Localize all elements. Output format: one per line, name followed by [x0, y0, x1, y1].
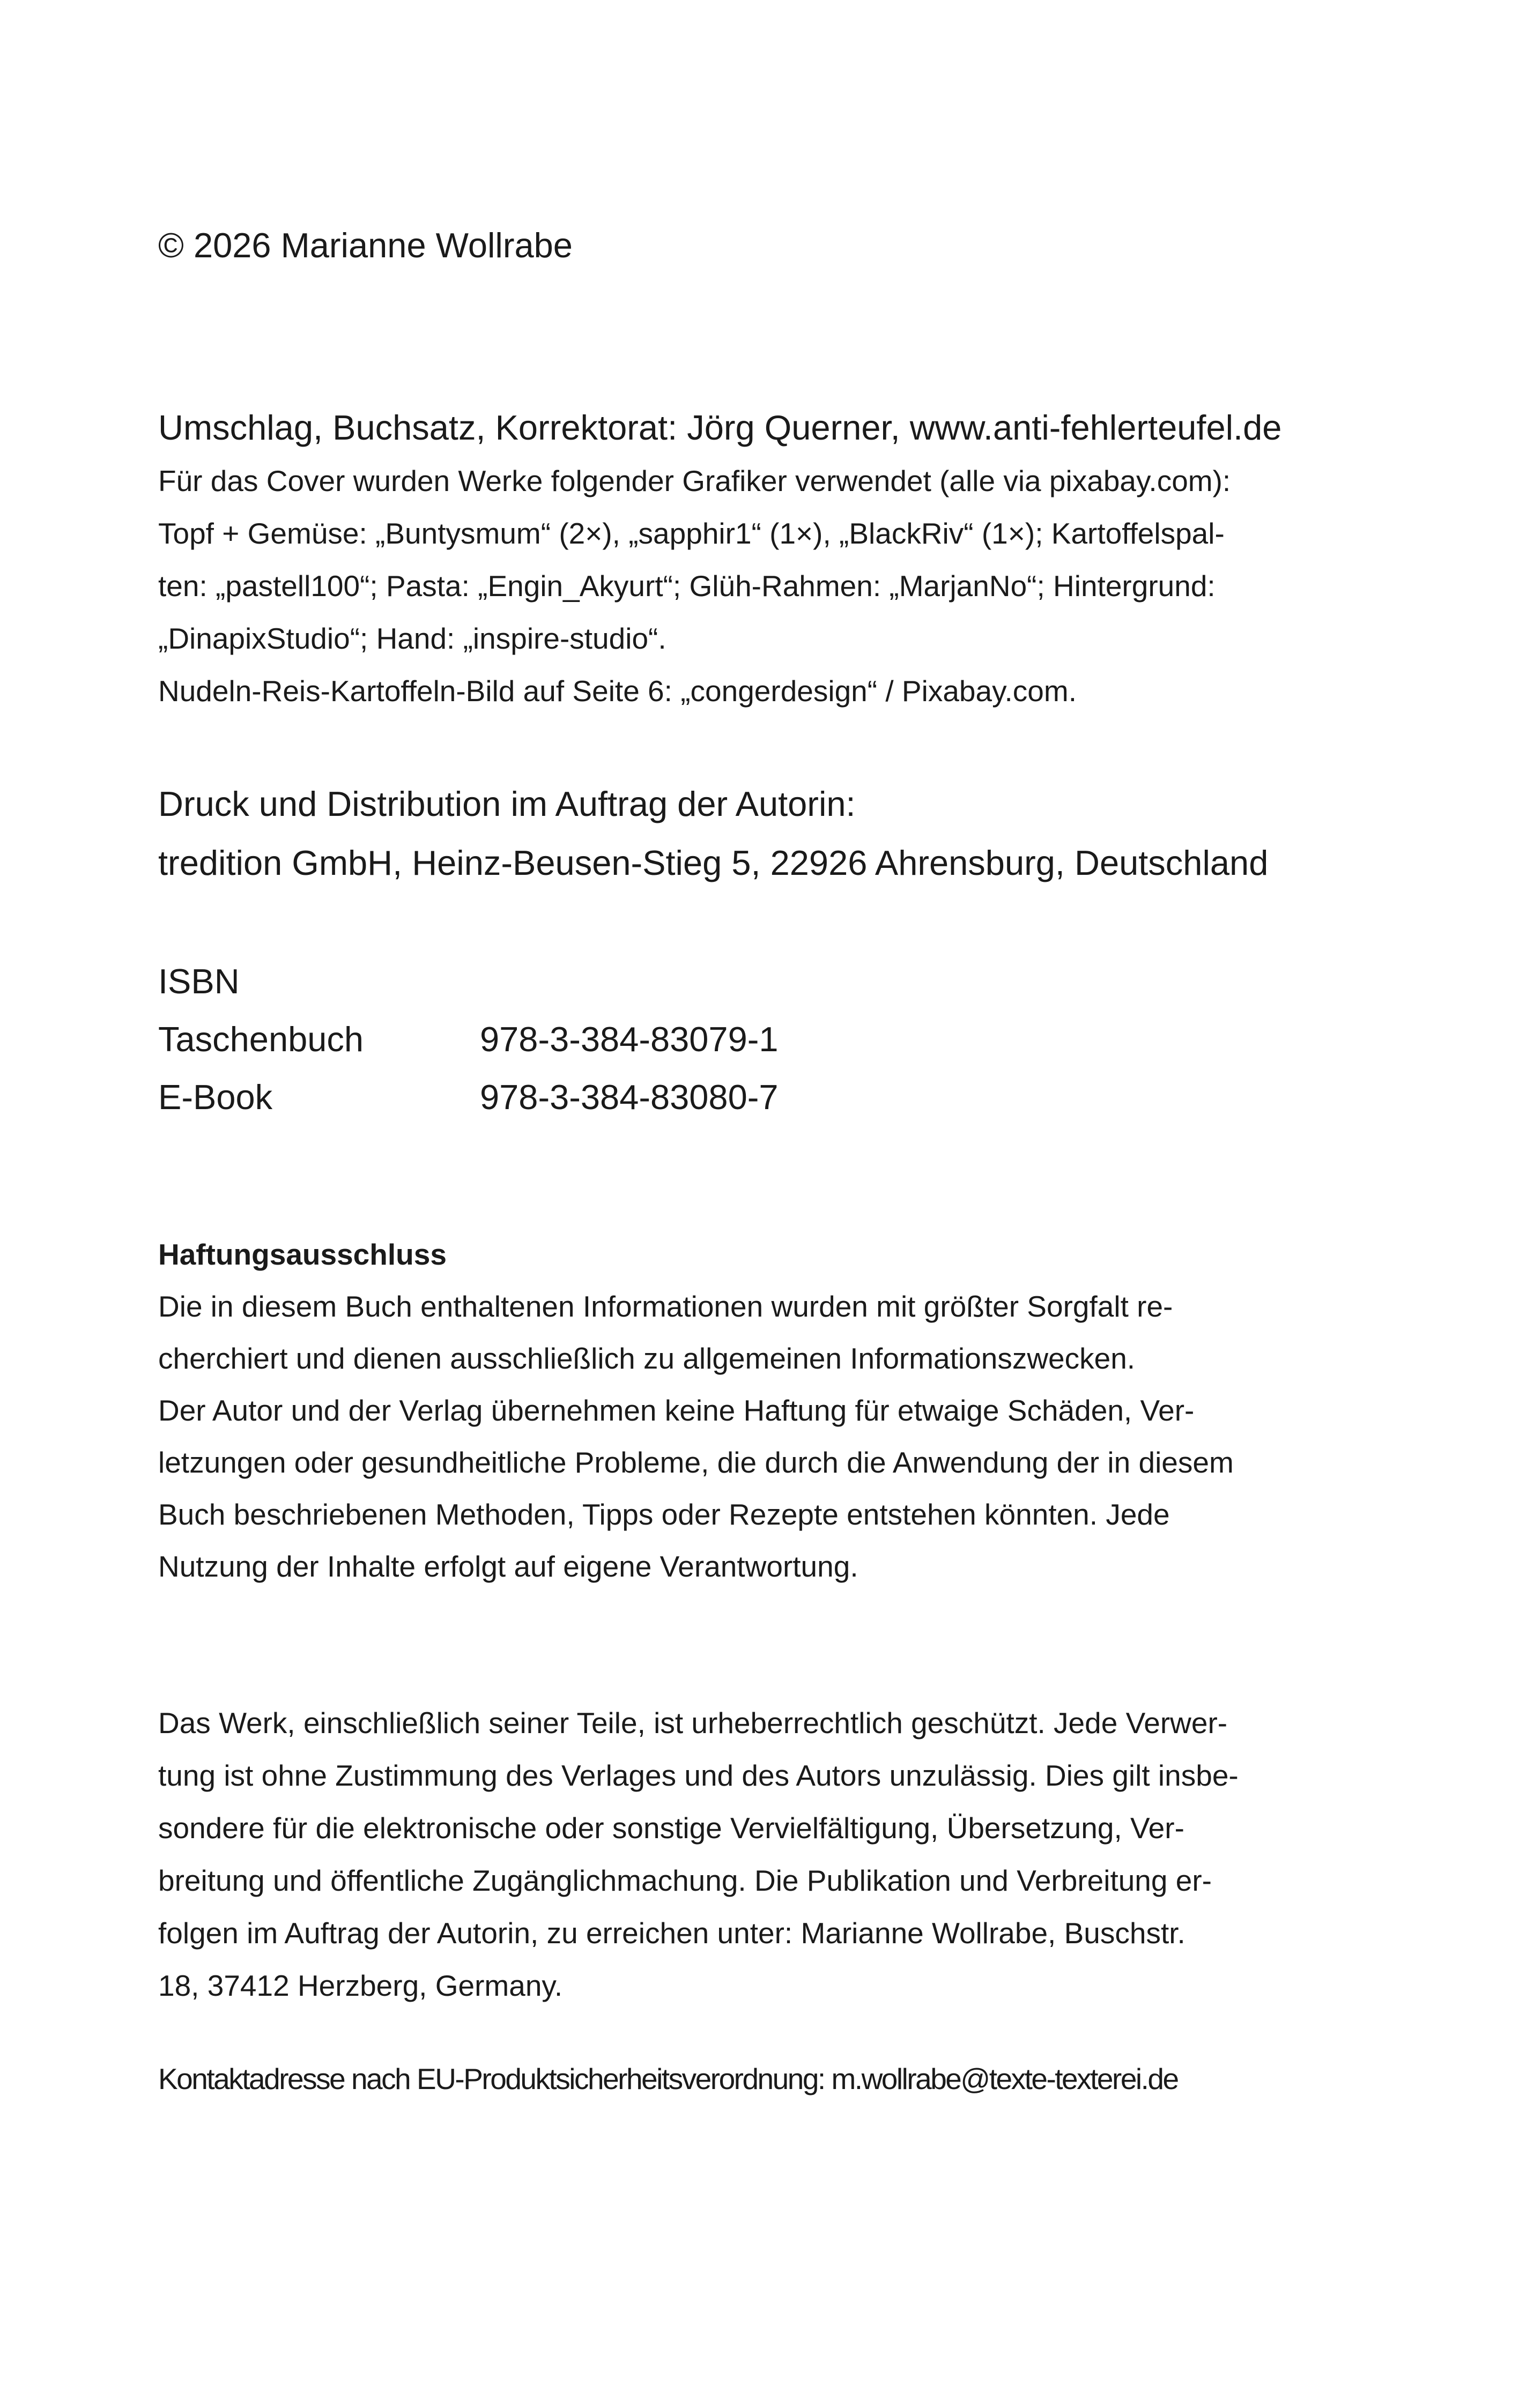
copyright-rights-section: [158, 1697, 1381, 2012]
rights-line: sondere für die elektronische oder sonstige Vervielfältigung, Übersetzung, Ver-: [158, 1811, 1184, 1845]
print-line: tredition GmbH, Heinz-Beusen-Stieg 5, 22926 Ahrensburg, Deutschland: [158, 843, 1269, 882]
credits-line: „DinapixStudio“; Hand: „inspire-studio“.: [158, 622, 666, 655]
isbn-row: [158, 1010, 1381, 1068]
isbn-section: [158, 953, 1381, 1126]
isbn-label: E-Book: [158, 1077, 273, 1117]
disclaimer-line: Nutzung der Inhalte erfolgt auf eigene Verantwortung.: [158, 1550, 858, 1583]
credits-line: Topf + Gemüse: „Buntysmum“ (2×), „sapphir1“ (1×), „BlackRiv“ (1×); Kartoffelspal-: [158, 517, 1225, 550]
disclaimer-section: [158, 1229, 1381, 1593]
rights-line: breitung und öffentliche Zugänglichmachung. Die Publikation und Verbreitung er-: [158, 1864, 1212, 1897]
credits-lead: Umschlag, Buchsatz, Korrektorat: Jörg Querner, www.anti-fehlerteufel.de: [158, 408, 1282, 447]
isbn-value: 978-3-384-83079-1: [480, 1020, 779, 1059]
rights-line: 18, 37412 Herzberg, Germany.: [158, 1969, 563, 2002]
isbn-row: [158, 1068, 1381, 1126]
credits-line: Nudeln-Reis-Kartoffeln-Bild auf Seite 6: „congerdesign“ / Pixabay.com.: [158, 674, 1077, 708]
isbn-heading: ISBN: [158, 962, 240, 1001]
rights-line: Das Werk, einschließlich seiner Teile, ist urheberrechtlich geschützt. Jede Verwer-: [158, 1706, 1228, 1740]
credits-line: ten: „pastell100“; Pasta: „Engin_Akyurt“; Glüh-Rahmen: „MarjanNo“; Hintergrund:: [158, 569, 1216, 603]
disclaimer-line: Buch beschriebenen Methoden, Tipps oder Rezepte entstehen könnten. Jede: [158, 1498, 1170, 1531]
disclaimer-line: Der Autor und der Verlag übernehmen keine Haftung für etwaige Schäden, Ver-: [158, 1394, 1195, 1427]
rights-line: folgen im Auftrag der Autorin, zu erreichen unter: Marianne Wollrabe, Buschstr.: [158, 1916, 1185, 1950]
credits-line: Für das Cover wurden Werke folgender Grafiker verwendet (alle via pixabay.com):: [158, 464, 1231, 497]
print-line: Druck und Distribution im Auftrag der Autorin:: [158, 784, 856, 823]
print-distribution-section: [158, 775, 1381, 893]
copyright-notice: © 2026 Marianne Wollrabe: [158, 226, 573, 265]
isbn-label: Taschenbuch: [158, 1020, 364, 1059]
isbn-value: 978-3-384-83080-7: [480, 1077, 779, 1117]
credits-section: [158, 401, 1381, 717]
disclaimer-line: cherchiert und dienen ausschließlich zu allgemeinen Informationszwecken.: [158, 1342, 1136, 1375]
disclaimer-heading: Haftungsausschluss: [158, 1238, 447, 1271]
rights-line: tung ist ohne Zustimmung des Verlages und des Autors unzulässig. Dies gilt insbe-: [158, 1759, 1239, 1792]
disclaimer-line: Die in diesem Buch enthaltenen Informationen wurden mit größter Sorgfalt re-: [158, 1290, 1173, 1323]
contact-address: Kontaktadresse nach EU-Produktsicherheitsverordnung: m.wollrabe@texte-texterei.de: [158, 2062, 1178, 2095]
disclaimer-line: letzungen oder gesundheitliche Probleme, die durch die Anwendung der in diesem: [158, 1446, 1234, 1479]
